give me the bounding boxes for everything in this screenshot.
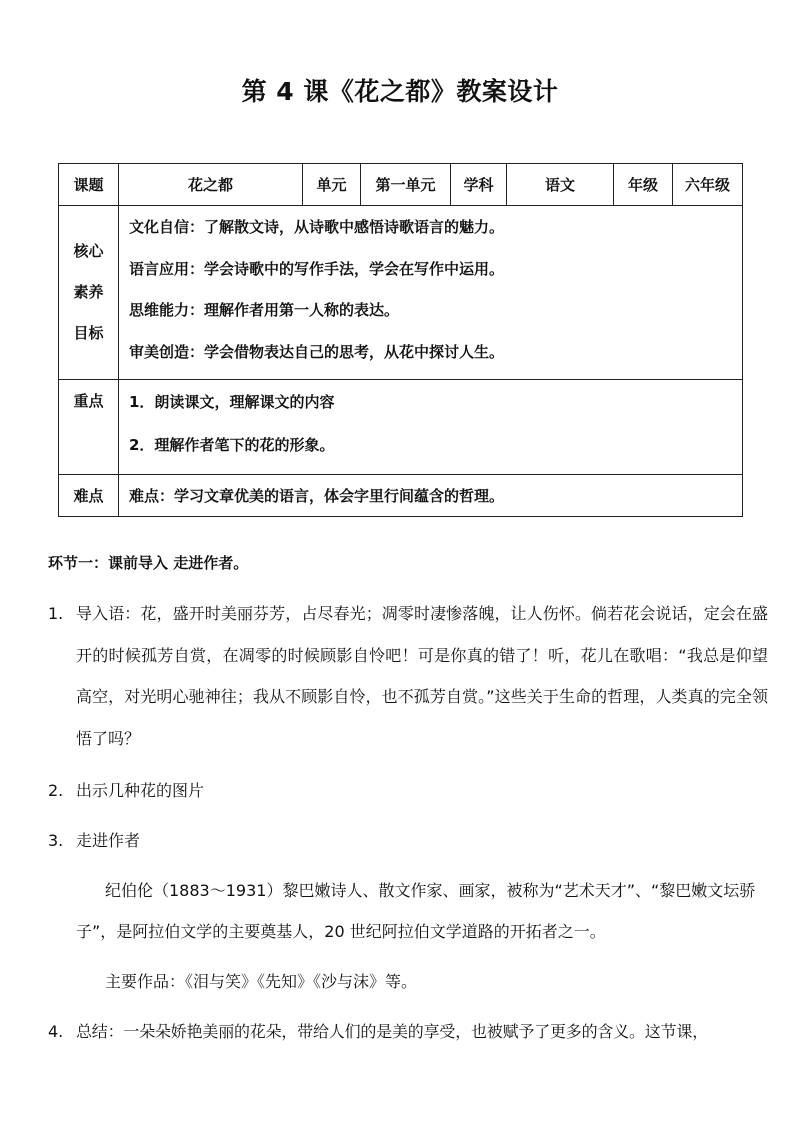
cell-unit-value: 第一单元: [361, 164, 451, 206]
section-heading: 环节一：课前导入 走进作者。: [48, 554, 249, 572]
core-goals-label: 核心 素养 目标: [59, 206, 119, 380]
difficult-points-label: 难点: [59, 475, 119, 517]
difficult-points-content: 难点：学习文章优美的语言，体会字里行间蕴含的哲理。: [119, 475, 743, 517]
core-goal-line: 审美创造：学会借物表达自己的思考，从花中探讨人生。: [129, 342, 505, 361]
list-item: [48, 1011, 768, 1053]
list-item: [48, 593, 768, 759]
table-row: [59, 475, 743, 517]
item-text: 总结：一朵朵娇艳美丽的花朵，带给人们的是美的享受，也被赋予了更多的含义。这节课，: [76, 1022, 709, 1041]
item-text: 导入语：花，盛开时美丽芬芳，占尽春光；凋零时凄惨落魄，让人伤怀。倘若花会说话，定会在盛开的时候孤芳自赏，在凋零的时候顾影自怜吧！可是你真的错了！听，花儿在歌唱：“我总是仰望高空，对光明心驰神往；我从不顾影自怜，也不孤芳自赏。”这些关于生命的哲理，人类真的完全领悟了吗？: [76, 604, 768, 748]
cell-subject-value: 语文: [507, 164, 614, 206]
cell-subject-label: 学科: [451, 164, 507, 206]
item-number: 1.: [48, 604, 64, 623]
table-row: [59, 380, 743, 475]
list-item: [48, 770, 768, 812]
page-title: 第 4 课《花之都》教案设计: [241, 77, 559, 106]
core-goal-line: 文化自信：了解散文诗，从诗歌中感悟诗歌语言的魅力。: [129, 218, 505, 236]
cell-topic-label: 课题: [59, 164, 119, 206]
item-number: 2.: [48, 781, 64, 800]
list-item: [48, 820, 768, 862]
core-goals-content: [119, 206, 743, 380]
lesson-info-table: [58, 163, 743, 517]
item-text: 出示几种花的图片: [76, 781, 205, 800]
author-paragraph: 纪伯伦（1883～1931）黎巴嫩诗人、散文作家、画家，被称为“艺术天才”、“黎巴嫩文坛骄子”，是阿拉伯文学的主要奠基人，20 世纪阿拉伯文学道路的开拓者之一。: [76, 881, 756, 941]
key-point-line: 2．理解作者笔下的花的形象。: [129, 436, 335, 454]
core-goal-line: 语言应用：学会诗歌中的写作手法，学会在写作中运用。: [129, 259, 505, 278]
cell-grade-label: 年级: [614, 164, 673, 206]
cell-grade-value: 六年级: [673, 164, 743, 206]
item-number: 4.: [48, 1022, 64, 1041]
core-goal-line: 思维能力：理解作者用第一人称的表达。: [129, 301, 400, 319]
cell-topic-value: 花之都: [119, 164, 303, 206]
key-point-line: 1．朗读课文，理解课文的内容: [129, 393, 335, 411]
item-number: 3.: [48, 831, 64, 850]
item-text: 走进作者: [76, 831, 141, 850]
table-row: [59, 164, 743, 206]
table-row: [59, 206, 743, 380]
works-paragraph: 主要作品：《泪与笑》《先知》《沙与沫》等。: [105, 972, 418, 991]
key-points-label: 重点: [59, 380, 119, 475]
key-points-content: [119, 380, 743, 475]
cell-unit-label: 单元: [303, 164, 361, 206]
